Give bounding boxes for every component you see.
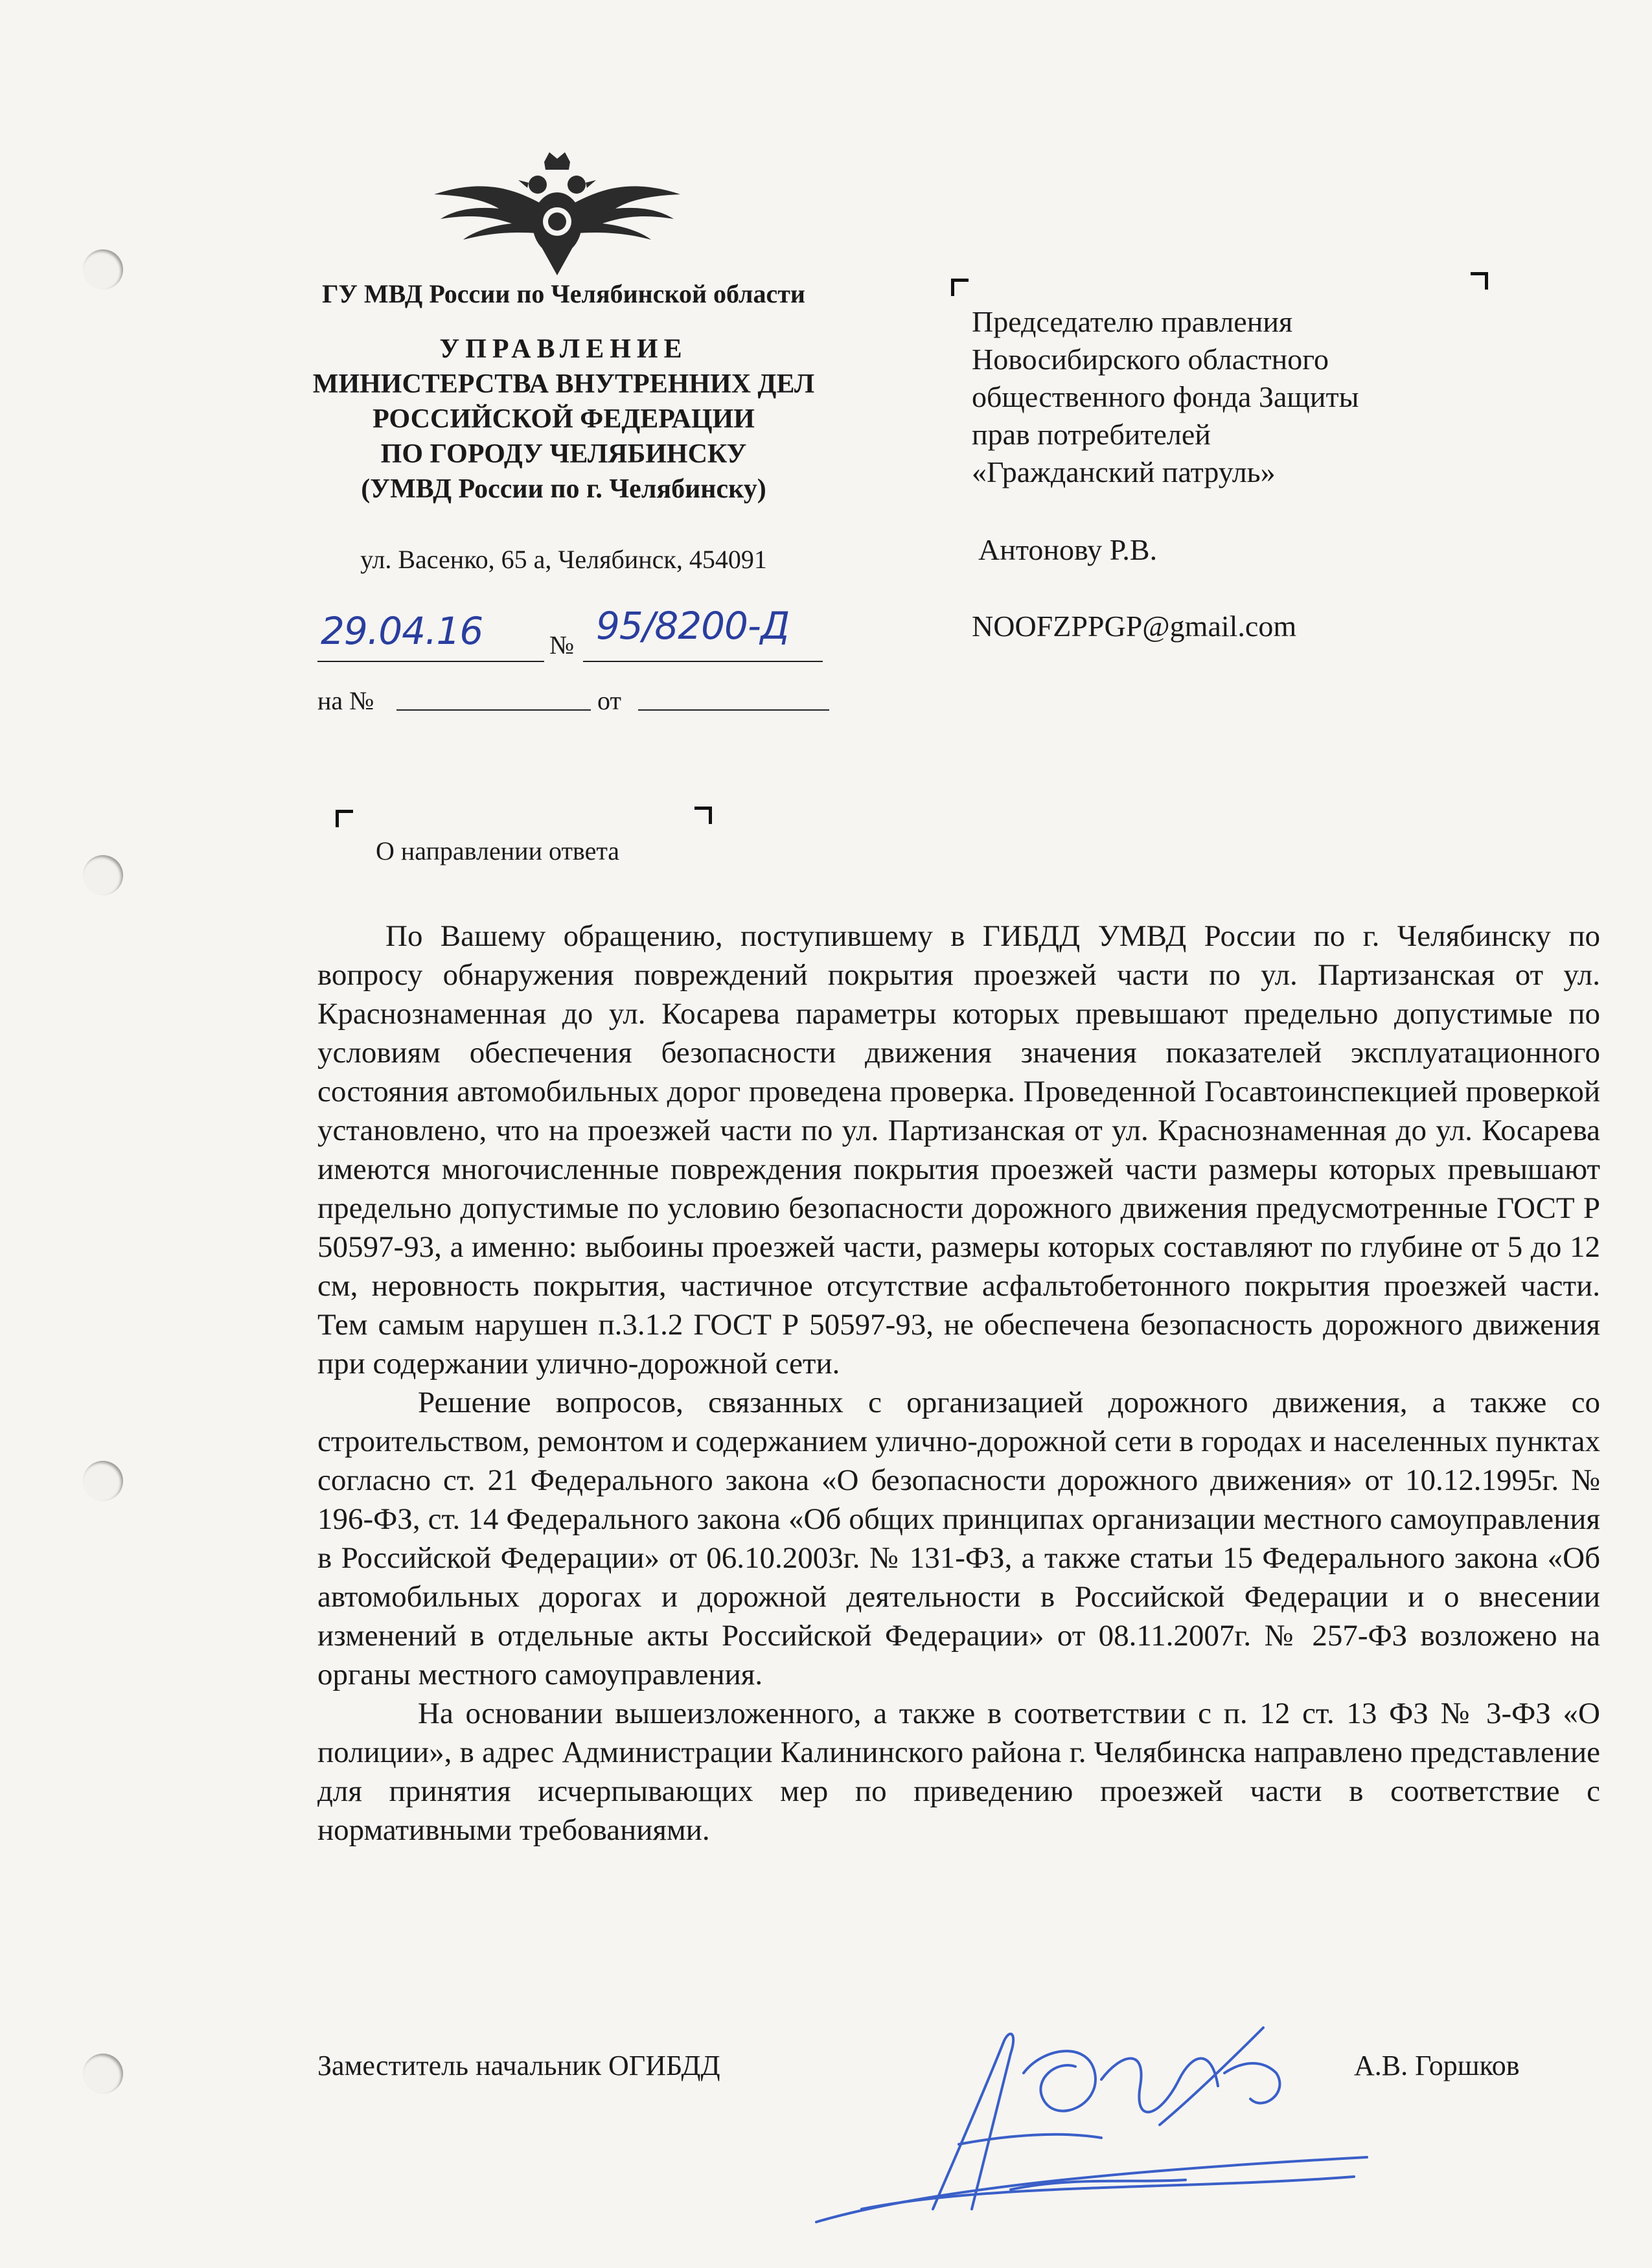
corner-mark <box>694 807 712 824</box>
org-line: РОССИЙСКОЙ ФЕДЕРАЦИИ <box>373 404 755 434</box>
punch-hole <box>83 249 123 290</box>
body-paragraph: На основании вышеизложенного, а также в соответствии с п. 12 ст. 13 ФЗ № 3-ФЗ «О полиции», в адрес Администрации Калининского района г. Челябинска направлено представление для принятия исчерпывающих мер по приведению проезжей части в соответствие с нормативными требованиями. <box>317 1697 1600 1847</box>
ref-date-underline <box>638 709 829 711</box>
punch-hole <box>83 1461 123 1501</box>
punch-hole <box>83 855 123 895</box>
signatory-position: Заместитель начальник ОГИБДД <box>317 2050 720 2081</box>
org-address: ул. Васенко, 65 а, Челябинск, 454091 <box>360 545 767 574</box>
recipient-line: «Гражданский патруль» <box>972 455 1276 488</box>
number-underline <box>583 661 823 662</box>
gu-mvd-title: ГУ МВД России по Челябинской области <box>322 279 805 308</box>
org-line: МИНИСТЕРСТВА ВНУТРЕННИХ ДЕЛ <box>312 369 815 399</box>
corner-mark <box>951 279 969 296</box>
recipient-line: общественного фонда Защиты <box>972 380 1359 413</box>
body-paragraph: Решение вопросов, связанных с организацией дорожного движения, а также со строительством, ремонтом и содержанием улично-дорожной сети в городах и населенных пунктах согласно ст. 21 Федерального закона «О безопасности дорожного движения» от 10.12.1995г. № 196-ФЗ, ст. 14 Федерального закона «Об общих принципах организации местного самоуправления в Российской Федерации» от 06.10.2003г. № 131-ФЗ, а также статьи 15 Федерального закона «Об автомобильных дорогах и дорожной деятельности в Российской Федерации и о внесении изменений в отдельные акты Российской Федерации» от 08.11.2007г. № 257-ФЗ возложено на органы местного самоуправления. <box>317 1386 1600 1691</box>
org-line: УПРАВЛЕНИЕ <box>439 334 688 364</box>
letter-body <box>317 917 1600 1850</box>
corner-mark <box>1471 272 1488 290</box>
recipient-email: NOOFZPPGP@gmail.com <box>972 610 1297 643</box>
signatory-name: А.В. Горшков <box>1354 2050 1520 2081</box>
org-line: (УМВД России по г. Челябинску) <box>361 474 766 504</box>
punch-hole <box>83 2054 123 2094</box>
registration-block <box>317 602 836 667</box>
organization-name <box>279 332 849 507</box>
reg-number: 95/8200-Д <box>596 604 790 648</box>
org-line: ПО ГОРОДУ ЧЕЛЯБИНСКУ <box>380 439 747 469</box>
recipient-name: Антонову Р.В. <box>978 533 1158 566</box>
ref-number-label: на № <box>317 686 374 715</box>
ref-date-label: от <box>597 686 621 715</box>
corner-mark <box>336 810 353 827</box>
recipient-line: Председателю правления <box>972 305 1293 338</box>
number-label: № <box>549 630 575 659</box>
date-underline <box>317 661 544 662</box>
ref-number-underline <box>396 709 591 711</box>
reg-date: 29.04.16 <box>321 609 483 653</box>
handwritten-signature <box>797 1995 1380 2254</box>
body-paragraph: По Вашему обращению, поступившему в ГИБДД УМВД России по г. Челябинску по вопросу обнаружения повреждений покрытия проезжей части по ул. Партизанская от ул. Краснознаменная до ул. Косарева параметры которых превышают предельно допустимые по условиям обеспечения безопасности движения значения показателей эксплуатационного состояния автомобильных дорог проведена проверка. Проведенной Госавтоинспекцией проверкой установлено, что на проезжей части по ул. Партизанская от ул. Краснознаменная до ул. Косарева имеются многочисленные повреждения покрытия проезжей части размеры которых превышают предельно допустимые по условию безопасности дорожного движения предусмотренные ГОСТ Р 50597-93, а именно: выбоины проезжей части, размеры которых составляют по глубине от 5 до 12 см, неровность покрытия, частичное отсутствие асфальтобетонного покрытия проезжей части. Тем самым нарушен п.3.1.2 ГОСТ Р 50597-93, не обеспечена безопасность дорожного движения при содержании улично-дорожной сети. <box>317 919 1600 1380</box>
recipient-line: Новосибирского областного <box>972 343 1329 376</box>
eagle-emblem-icon <box>421 149 693 279</box>
recipient-block <box>972 303 1555 645</box>
recipient-line: прав потребителей <box>972 418 1211 451</box>
subject-line: О направлении ответа <box>376 836 620 865</box>
